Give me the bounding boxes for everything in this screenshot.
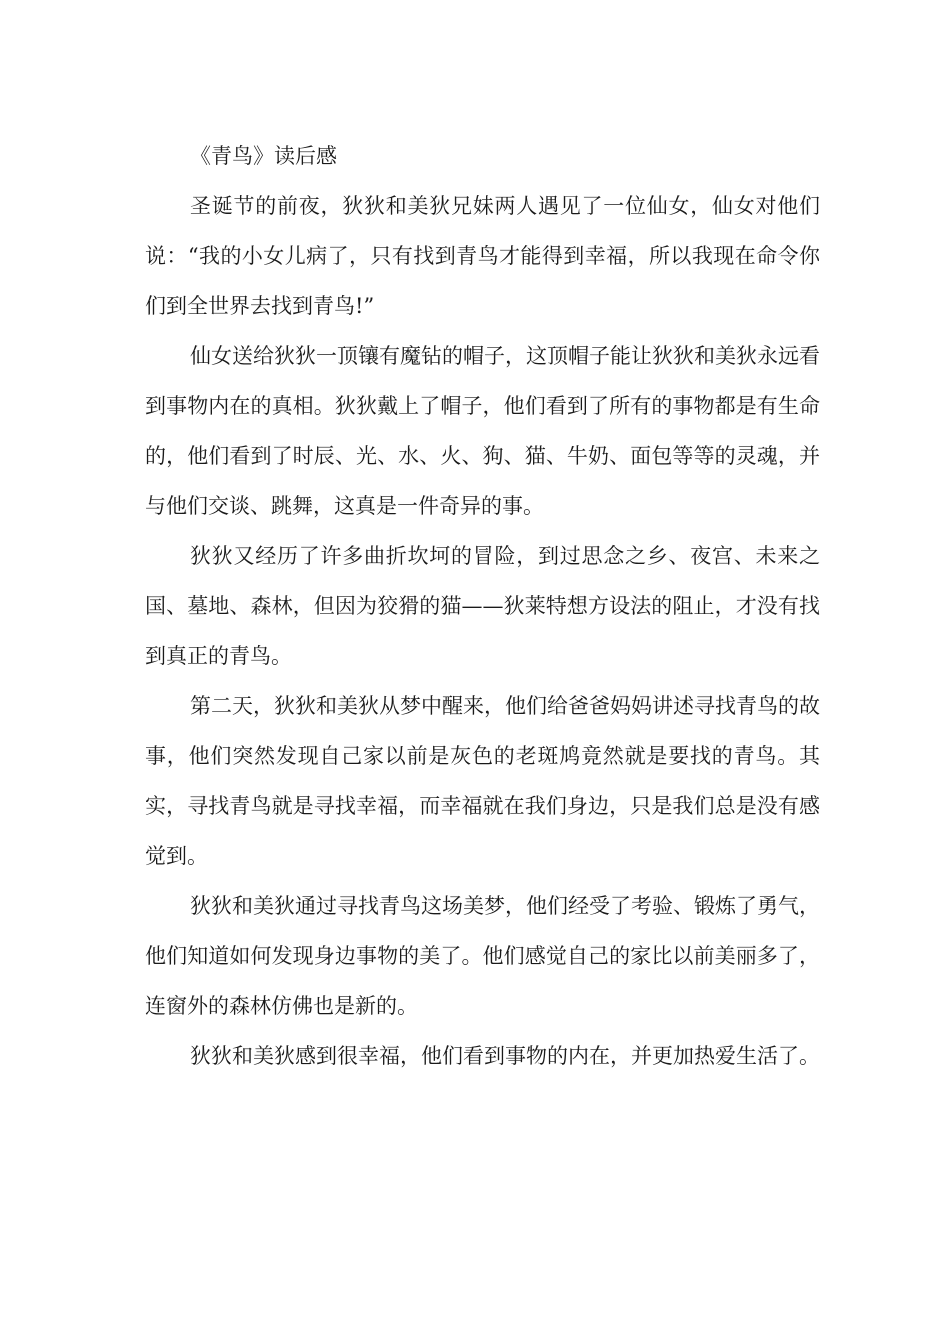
document-title: 《青鸟》读后感 [190, 144, 337, 168]
paragraph-2: 仙女送给狄狄一顶镶有魔钻的帽子，这顶帽子能让狄狄和美狄永远看到事物内在的真相。狄狄戴上了帽子，他们看到了所有的事物都是有生命的，他们看到了时辰、光、水、火、狗、猫、牛奶、面包等等的灵魂，并与他们交谈、跳舞，这真是一件奇异的事。 [145, 344, 820, 518]
paragraph-6: 狄狄和美狄感到很幸福，他们看到事物的内在，并更加热爱生活了。 [190, 1044, 820, 1068]
paragraph-5: 狄狄和美狄通过寻找青鸟这场美梦，他们经受了考验、锻炼了勇气，他们知道如何发现身边事物的美了。他们感觉自己的家比以前美丽多了，连窗外的森林仿佛也是新的。 [145, 894, 820, 1018]
paragraph-4: 第二天，狄狄和美狄从梦中醒来，他们给爸爸妈妈讲述寻找青鸟的故事，他们突然发现自己家以前是灰色的老斑鸠竟然就是要找的青鸟。其实，寻找青鸟就是寻找幸福，而幸福就在我们身边，只是我们总是没有感觉到。 [145, 694, 820, 868]
document-body [145, 131, 820, 1081]
paragraph-3: 狄狄又经历了许多曲折坎坷的冒险，到过思念之乡、夜宫、未来之国、墓地、森林，但因为狡猾的猫——狄莱特想方设法的阻止，才没有找到真正的青鸟。 [145, 544, 820, 668]
paragraph-1: 圣诞节的前夜，狄狄和美狄兄妹两人遇见了一位仙女，仙女对他们说：“我的小女儿病了，只有找到青鸟才能得到幸福，所以我现在命令你们到全世界去找到青鸟!” [145, 194, 820, 318]
